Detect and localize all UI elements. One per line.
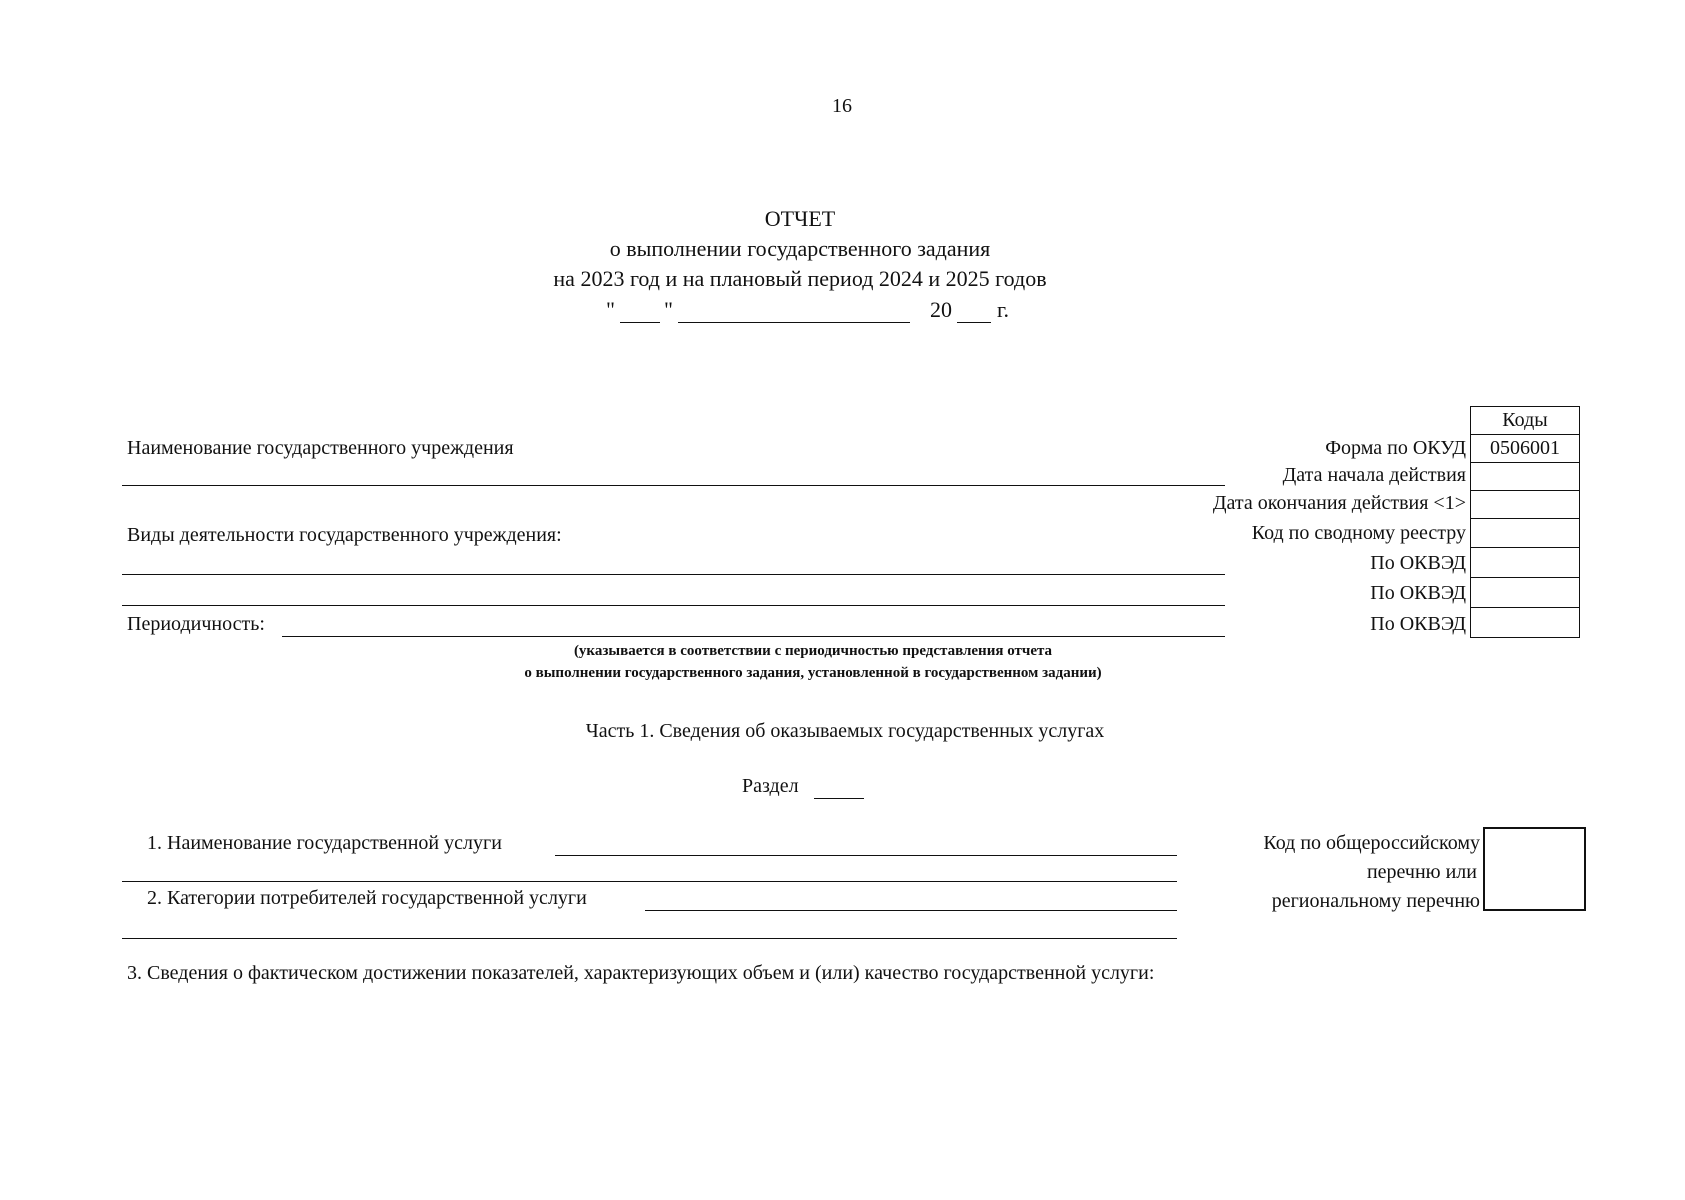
service-name-field[interactable]: [555, 855, 1177, 856]
indicators-heading: 3. Сведения о фактическом достижении показателей, характеризующих объем и (или) качество государственной услуги:: [127, 962, 1155, 984]
registry-code-label-3: региональному перечню: [1271, 890, 1480, 912]
codes-row-value[interactable]: 0506001: [1470, 434, 1580, 463]
codes-row-value[interactable]: [1470, 490, 1580, 519]
codes-row-value[interactable]: [1470, 577, 1580, 608]
codes-row-value[interactable]: [1470, 607, 1580, 638]
codes-header: Коды: [1470, 406, 1580, 435]
codes-row-label: По ОКВЭД: [1370, 552, 1466, 574]
institution-name-field[interactable]: [122, 485, 1225, 486]
activities-field-2[interactable]: [122, 605, 1225, 606]
codes-row-label: Форма по ОКУД: [1325, 437, 1466, 459]
periodicity-label: Периодичность:: [127, 613, 265, 635]
section-label: Раздел: [742, 775, 799, 797]
date-year-field[interactable]: [957, 322, 991, 323]
report-subtitle: о выполнении государственного задания: [609, 236, 991, 261]
service-name-label: 1. Наименование государственной услуги: [147, 832, 502, 854]
date-month-field[interactable]: [678, 322, 910, 323]
service-name-field-2[interactable]: [122, 881, 1177, 882]
date-quote-close: ": [664, 297, 673, 322]
date-suffix: г.: [997, 297, 1010, 322]
activities-field-1[interactable]: [122, 574, 1225, 575]
part1-heading: Часть 1. Сведения об оказываемых государственных услугах: [585, 720, 1105, 742]
codes-row-value[interactable]: [1470, 547, 1580, 578]
consumer-categories-field[interactable]: [645, 910, 1177, 911]
consumer-categories-field-2[interactable]: [122, 938, 1177, 939]
codes-row-label: Код по сводному реестру: [1251, 522, 1466, 544]
institution-name-label: Наименование государственного учреждения: [127, 437, 514, 459]
periodicity-field[interactable]: [282, 636, 1225, 637]
codes-row-label: Дата начала действия: [1282, 464, 1466, 486]
date-year-prefix: 20: [930, 297, 952, 322]
periodicity-note-line2: о выполнении государственного задания, установленной в государственном задании): [524, 665, 1102, 681]
codes-row-label: По ОКВЭД: [1370, 582, 1466, 604]
page-number: 16: [832, 95, 852, 117]
activities-label: Виды деятельности государственного учреждения:: [127, 524, 562, 546]
date-day-field[interactable]: [620, 322, 660, 323]
codes-row-value[interactable]: [1470, 518, 1580, 548]
periodicity-note-line1: (указывается в соответствии с периодичностью представления отчета: [573, 643, 1053, 659]
codes-row-value[interactable]: [1470, 462, 1580, 491]
registry-code-label-1: Код по общероссийскому: [1263, 832, 1480, 854]
date-quote-open: ": [606, 297, 615, 322]
codes-row-label: По ОКВЭД: [1370, 613, 1466, 635]
section-number-field[interactable]: [814, 798, 864, 799]
consumer-categories-label: 2. Категории потребителей государственной услуги: [147, 887, 587, 909]
registry-code-box[interactable]: [1483, 827, 1586, 911]
report-period: на 2023 год и на плановый период 2024 и 2025 годов: [553, 266, 1047, 291]
codes-row-label: Дата окончания действия <1>: [1212, 492, 1466, 514]
report-title: ОТЧЕТ: [764, 206, 836, 231]
registry-code-label-2: перечню или: [1366, 861, 1477, 883]
